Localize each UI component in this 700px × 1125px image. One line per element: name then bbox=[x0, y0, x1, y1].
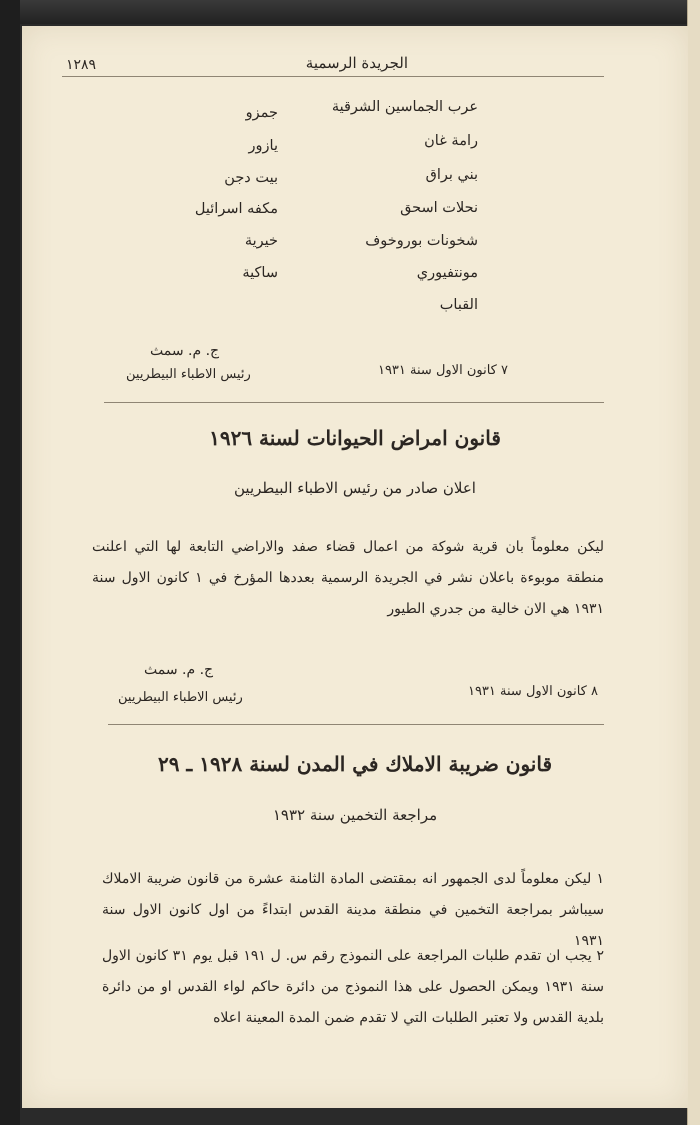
header-rule bbox=[62, 76, 604, 77]
notice-paragraph-1: ١ ليكن معلوماً لدى الجمهور انه بمقتضى المادة الثامنة عشرة من قانون ضريبة الاملاك سيباشر بمراجعة التخمين في منطقة مدينة القدس ابتداءً من اول كانون الاول سنة ١٩٣١ bbox=[102, 871, 604, 949]
list-item: بيت دجن bbox=[224, 170, 278, 186]
signature-name: ج. م. سمث bbox=[150, 343, 220, 359]
list-item: ساكية bbox=[242, 265, 278, 281]
scanner-frame-left bbox=[0, 0, 20, 1125]
list-item: خيرية bbox=[244, 233, 278, 249]
signature-title: رئيس الاطباء البيطريين bbox=[118, 690, 243, 705]
list-item: رامة غان bbox=[424, 133, 478, 149]
gazette-page bbox=[22, 26, 688, 1108]
notice-date: ٨ كانون الاول سنة ١٩٣١ bbox=[467, 684, 598, 699]
list-item: نحلات اسحق bbox=[400, 200, 478, 216]
signature-name: ج. م. سمث bbox=[144, 662, 214, 678]
page-header-title: الجريدة الرسمية bbox=[305, 54, 408, 72]
adjacent-page-edge bbox=[687, 0, 700, 1125]
list-item: عرب الجماسين الشرقية bbox=[331, 99, 478, 115]
notice-paragraph-2: ٢ يجب ان تقدم طلبات المراجعة على النموذج رقم س. ل ١٩١ قبل يوم ٣١ كانون الاول سنة ١٩٣١ ويمكن الحصول على هذا النموذج من دائرة حاكم لواء القدس او من دائرة بلدية القدس ولا تعتبر الطلبات التي لا تقدم ضمن المدة المعينة اعلاه bbox=[102, 948, 604, 1026]
section-title: قانون ضريبة الاملاك في المدن لسنة ١٩٢٨ ـ ٢٩ bbox=[157, 752, 553, 776]
scanner-frame-top bbox=[0, 0, 700, 24]
signature-title: رئيس الاطباء البيطريين bbox=[126, 367, 251, 382]
notice-date: ٧ كانون الاول سنة ١٩٣١ bbox=[377, 363, 508, 378]
section-title: قانون امراض الحيوانات لسنة ١٩٢٦ bbox=[209, 426, 501, 450]
list-item: مونتفيوري bbox=[416, 265, 478, 281]
section-subtitle: اعلان صادر من رئيس الاطباء البيطريين bbox=[234, 479, 476, 497]
list-item: مكفه اسرائيل bbox=[194, 201, 278, 217]
page-number: ١٢٨٩ bbox=[66, 57, 97, 73]
section-subtitle: مراجعة التخمين سنة ١٩٣٢ bbox=[272, 806, 438, 824]
list-item: يازور bbox=[248, 138, 278, 154]
section-divider bbox=[104, 402, 604, 403]
list-item: بني براق bbox=[425, 167, 478, 183]
notice-body: ليكن معلوماً بان قرية شوكة من اعمال قضاء صفد والاراضي التابعة لها التي اعلنت منطقة موبوءة باعلان نشر في الجريدة الرسمية بعددها المؤرخ في ١ كانون الاول سنة ١٩٣١ هي الان خالية من جدري الطيور bbox=[92, 539, 604, 617]
list-item: جمزو bbox=[245, 105, 278, 121]
section-divider bbox=[108, 724, 604, 725]
list-item: القباب bbox=[439, 297, 478, 313]
list-item: شخونات بوروخوف bbox=[365, 233, 478, 249]
